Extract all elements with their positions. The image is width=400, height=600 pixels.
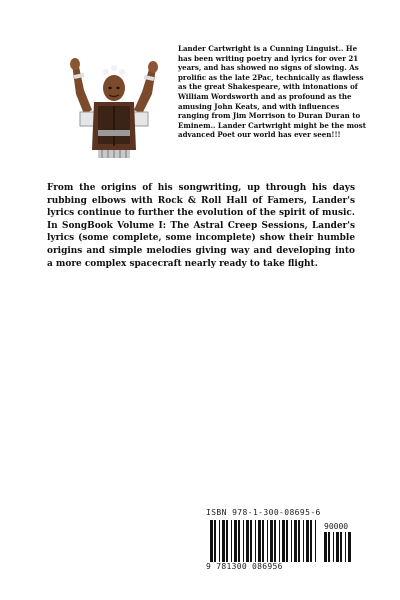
book-description: From the origins of his songwriting, up through his days rubbing elbows with Rock & Roll Hall of Famers, Lander's lyrics continue to further the evolution of the spirit of music. In SongBook Volume I: The Astral Creep Sessions, Lander's lyrics (some complete, some incomplete) show their humble origins and simple melodies giving way and developing into a more complex spacecraft nearly ready to take flight.	[47, 183, 355, 269]
author-bio: Lander Cartwright is a Cunning Linguist.. He has been writing poetry and lyrics for over 21 years, and has showed no signs of slowing. As prolific as the late 2Pac, technically as flawless as the great Shakespeare, with intonations of William Wordsworth and as profound as the amusing John Keats, and with influences ranging from Jim Morrison to Duran Duran to Eminem.. Lander Cartwright might be the most advanced Poet our world has ever seen!!!	[178, 44, 366, 140]
barcode-icon	[210, 520, 320, 562]
barcode-digits: 9 781300 086956	[206, 562, 283, 571]
barcode-addon-icon	[324, 532, 354, 562]
barcode-addon-price: 90000	[324, 522, 349, 531]
isbn-label: ISBN 978-1-300-08695-6	[206, 508, 321, 517]
character-portrait-icon	[58, 58, 170, 158]
isbn-barcode	[206, 508, 356, 578]
